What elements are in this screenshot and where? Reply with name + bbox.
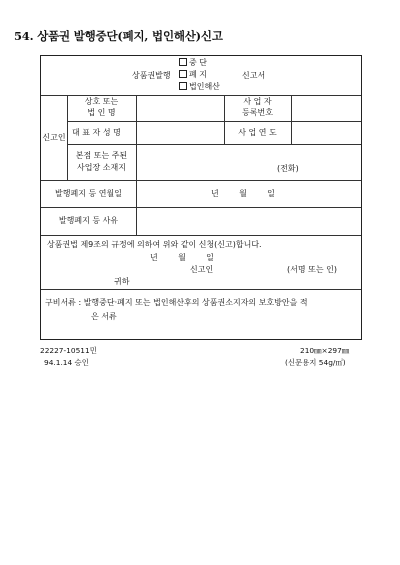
address-label-a: 본점 또는 주된 (75, 151, 128, 160)
signature-label[interactable]: (서명 또는 인) (287, 265, 337, 274)
applicant-section-label: 신고인 (42, 133, 66, 142)
divider (41, 289, 361, 290)
business-year-field[interactable] (292, 122, 360, 143)
business-name-label-b: 법 인 명 (87, 108, 116, 117)
form-code: 22227-10511민 (40, 346, 97, 355)
checkbox-icon[interactable] (179, 82, 187, 90)
option-abolish[interactable]: 폐 지 (179, 70, 207, 80)
paper-type: (신문용지 54g/㎡) (285, 358, 346, 367)
addressee-label: 귀하 (114, 277, 130, 286)
reporter-label: 신고인 (190, 265, 214, 274)
paper-size: 210㎜×297㎜ (300, 346, 350, 355)
date-label: 발행폐지 등 연월일 (55, 189, 122, 198)
option-dissolution[interactable]: 법인해산 (179, 82, 220, 92)
divider (41, 180, 361, 181)
address-label-b: 사업장 소재지 (77, 163, 126, 172)
reason-field[interactable] (137, 208, 360, 234)
registration-field[interactable] (292, 96, 360, 120)
approval-date: 94.1.14 승인 (44, 358, 89, 367)
representative-label: 대 표 자 성 명 (72, 128, 121, 137)
representative-field[interactable] (137, 122, 223, 143)
registration-label-a: 사 업 자 (243, 97, 272, 106)
address-field[interactable] (137, 145, 360, 179)
checkbox-icon[interactable] (179, 70, 187, 78)
reason-label: 발행폐지 등 사유 (58, 216, 119, 225)
required-docs-line1: 구비서류 : 발행중단·폐지 또는 법인해산후의 상품권소지자의 보호방안을 적 (45, 298, 308, 307)
date-value[interactable]: 년 월 일 (211, 189, 275, 198)
option-suspend[interactable]: 중 단 (179, 58, 207, 68)
business-year-label: 사 업 연 도 (238, 128, 277, 137)
business-name-label-a: 상호 또는 (84, 97, 119, 106)
form-title: 54. 상품권 발행중단(폐지, 법인해산)신고 (14, 29, 223, 43)
registration-label-b: 등록번호 (242, 108, 273, 117)
checkbox-icon[interactable] (179, 58, 187, 66)
header-right-label: 신고서 (242, 71, 266, 80)
phone-label: (전화) (277, 164, 299, 173)
required-docs-line2: 은 서류 (91, 312, 117, 321)
divider (41, 235, 361, 236)
form-frame (40, 55, 362, 340)
declaration-text: 상품권법 제9조의 규정에 의하여 위와 같이 신청(신고)합니다. (47, 240, 262, 249)
header-left-label: 상품권발행 (132, 71, 171, 80)
business-name-field[interactable] (137, 96, 223, 120)
declaration-date[interactable]: 년 월 일 (150, 253, 214, 262)
